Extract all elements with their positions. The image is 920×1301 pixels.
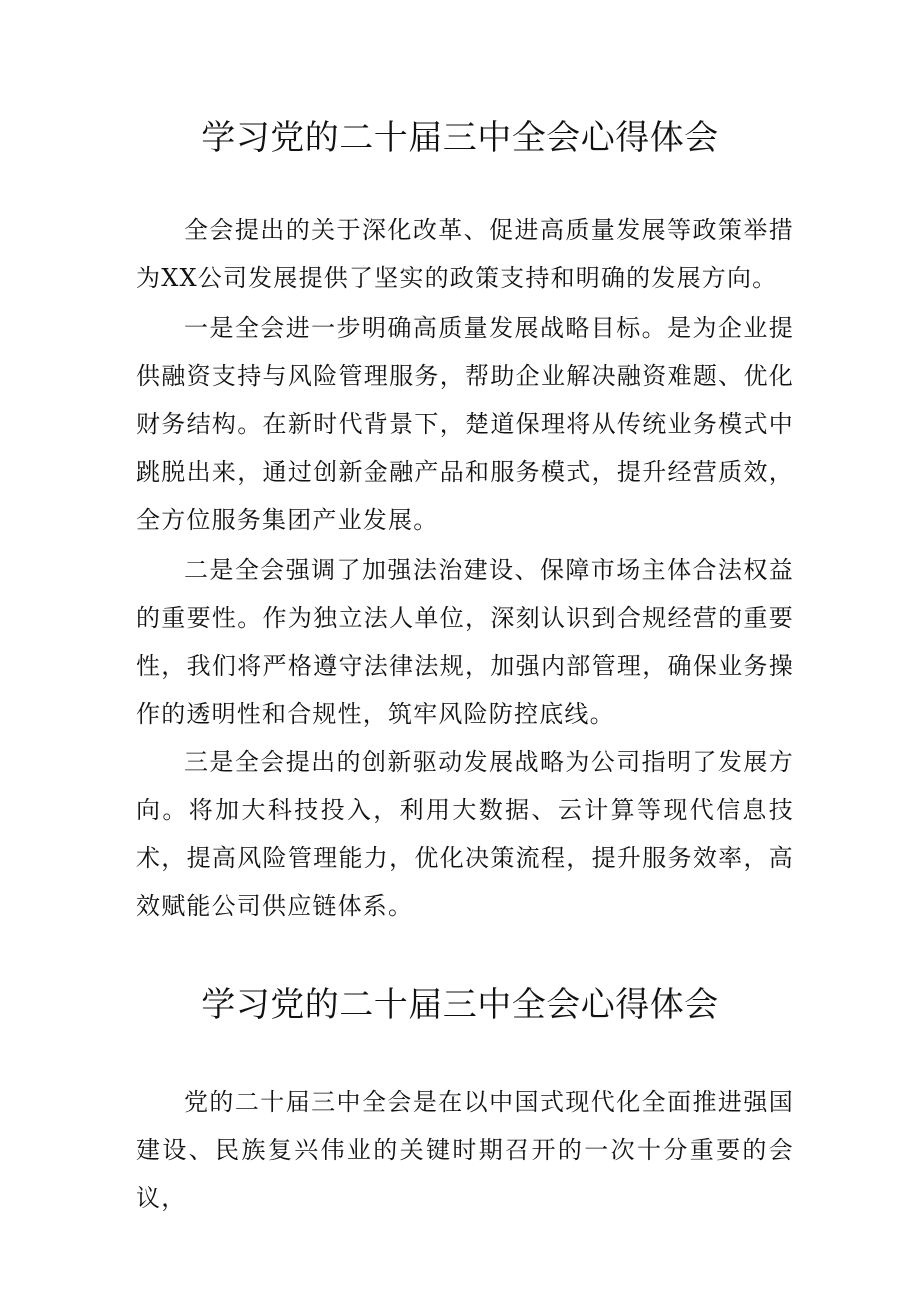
section-1-title: 学习党的二十届三中全会心得体会 — [201, 118, 719, 158]
section-1-paragraph-point-1: 一是全会进一步明确高质量发展战略目标。是为企业提供融资支持与风险管理服务，帮助企业解决融资难题、优化财务结构。在新时代背景下，楚道保理将从传统业务模式中跳脱出来，通过创新金融产品和服务模式，提升经营质效，全方位服务集团产业发展。 — [136, 314, 794, 534]
section-1-paragraph-point-3: 三是全会提出的创新驱动发展战略为公司指明了发展方向。将加大科技投入，利用大数据、云计算等现代信息技术，提高风险管理能力，优化决策流程，提升服务效率，高效赋能公司供应链体系。 — [136, 748, 794, 920]
section-1-paragraph-point-2: 二是全会强调了加强法治建设、保障市场主体合法权益的重要性。作为独立法人单位，深刻认识到合规经营的重要性，我们将严格遵守法律法规，加强内部管理，确保业务操作的透明性和合规性，筑牢风险防控底线。 — [136, 556, 794, 728]
section-1-paragraph-intro: 全会提出的关于深化改革、促进高质量发展等政策举措为XX公司发展提供了坚实的政策支持和明确的发展方向。 — [136, 216, 794, 292]
section-2-paragraph-intro: 党的二十届三中全会是在以中国式现代化全面推进强国建设、民族复兴伟业的关键时期召开的一次十分重要的会议， — [136, 1088, 794, 1212]
section-2-title: 学习党的二十届三中全会心得体会 — [201, 985, 719, 1025]
